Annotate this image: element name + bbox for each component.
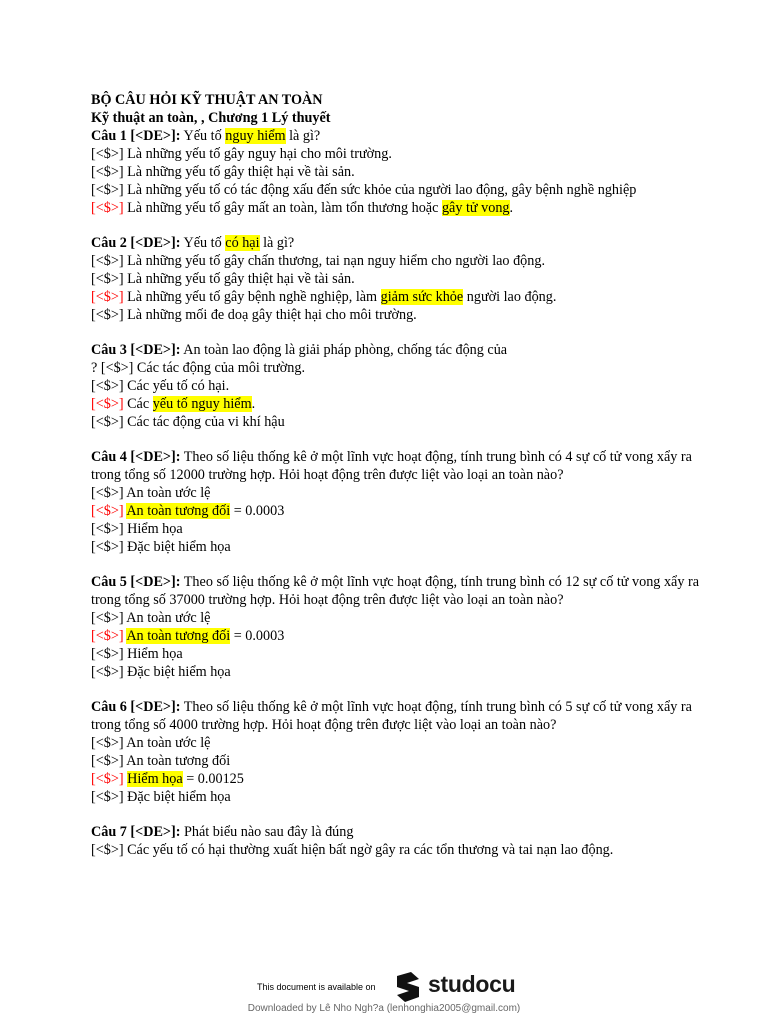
option-text: Là những yếu tố gây bệnh nghề nghiệp, làm xyxy=(123,289,381,305)
highlighted-keyword: gây tử vong xyxy=(441,200,510,216)
option-text: = 0.00125 xyxy=(182,771,244,787)
answer-option xyxy=(91,484,711,502)
question-6 xyxy=(91,698,711,806)
answer-option-correct xyxy=(91,627,711,645)
option-text: Là những yếu tố gây mất an toàn, làm tổn thương hoặc xyxy=(123,200,442,216)
document-content xyxy=(91,91,711,859)
correct-option-marker: [<$>] xyxy=(91,396,124,412)
answer-option xyxy=(91,734,711,752)
option-marker: [<$>] xyxy=(91,664,124,680)
highlighted-keyword: An toàn tương đối xyxy=(126,628,231,644)
document-subtitle: Kỹ thuật an toàn, , Chương 1 Lý thuyết xyxy=(91,110,331,126)
question-4 xyxy=(91,448,711,556)
answer-option-correct xyxy=(91,199,711,217)
answer-option xyxy=(91,752,711,770)
option-marker: [<$>] xyxy=(91,842,124,858)
option-marker: [<$>] xyxy=(91,271,124,287)
option-text: Là những yếu tố gây thiệt hại về tài sản. xyxy=(123,271,355,287)
answer-option-correct xyxy=(91,395,711,413)
answer-option-correct xyxy=(91,288,711,306)
answer-option xyxy=(91,520,711,538)
highlighted-keyword: An toàn tương đối xyxy=(126,503,231,519)
option-text: Là những yếu tố gây thiệt hại về tài sản. xyxy=(123,164,355,180)
correct-option-marker: [<$>] xyxy=(91,289,124,305)
answer-option xyxy=(91,841,711,859)
question-continuation: ? [<$>] Các tác động của môi trường. xyxy=(91,360,305,376)
question-stem xyxy=(91,573,711,609)
option-marker: [<$>] xyxy=(91,378,124,394)
question-stem xyxy=(91,234,711,252)
question-text: là gì? xyxy=(259,235,295,251)
correct-option-marker: [<$>] xyxy=(91,628,124,644)
option-text: Các tác động của vi khí hậu xyxy=(123,414,285,430)
option-text: . xyxy=(509,200,514,216)
option-marker: [<$>] xyxy=(91,753,124,769)
answer-option xyxy=(91,306,711,324)
answer-option xyxy=(91,609,711,627)
option-text: người lao động. xyxy=(463,289,557,305)
option-marker: [<$>] xyxy=(91,485,124,501)
correct-option-marker: [<$>] xyxy=(91,771,124,787)
answer-option xyxy=(91,377,711,395)
question-stem xyxy=(91,823,711,841)
option-text: . xyxy=(251,396,256,412)
question-stem xyxy=(91,127,711,145)
highlighted-keyword: Hiểm họa xyxy=(127,771,183,787)
option-text: Là những mối đe doạ gây thiệt hại cho môi trường. xyxy=(123,307,417,323)
question-stem xyxy=(91,448,711,484)
question-text: Theo số liệu thống kê ở một lĩnh vực hoạt động, tính trung bình có 4 sự cố tử vong xẩy ra trong tổng số 12000 trường hợp. Hỏi hoạt động trên được liệt vào loại an toàn nào? xyxy=(91,449,692,483)
answer-option xyxy=(91,788,711,806)
option-text: Các xyxy=(123,396,153,412)
option-marker: [<$>] xyxy=(91,307,124,323)
option-text: Là những yếu tố có tác động xấu đến sức khỏe của người lao động, gây bệnh nghề nghiệp xyxy=(123,182,637,198)
option-text: Hiểm họa xyxy=(123,521,183,537)
studocu-logo-icon[interactable] xyxy=(393,970,423,1004)
option-text: = 0.0003 xyxy=(230,503,285,519)
highlighted-keyword: giảm sức khỏe xyxy=(380,289,464,305)
answer-option xyxy=(91,270,711,288)
option-text: Là những yếu tố gây nguy hại cho môi trường. xyxy=(123,146,392,162)
studocu-footer xyxy=(0,965,768,1024)
question-label: Câu 7 [<DE>]: xyxy=(91,824,181,840)
question-label: Câu 1 [<DE>]: xyxy=(91,128,181,144)
question-3 xyxy=(91,341,711,431)
answer-option xyxy=(91,145,711,163)
question-text: Yếu tố xyxy=(180,235,226,251)
option-marker: [<$>] xyxy=(91,414,124,430)
question-text: Theo số liệu thống kê ở một lĩnh vực hoạt động, tính trung bình có 12 sự cố tử vong xẩy ra trong tổng số 37000 trường hợp. Hỏi hoạt động trên được liệt vào loại an toàn nào? xyxy=(91,574,699,608)
option-marker: [<$>] xyxy=(91,539,124,555)
studocu-brand[interactable]: studocu xyxy=(428,971,516,997)
option-marker: [<$>] xyxy=(91,253,124,269)
question-text: là gì? xyxy=(285,128,321,144)
answer-option xyxy=(91,663,711,681)
question-label: Câu 6 [<DE>]: xyxy=(91,699,181,715)
option-text: Các yếu tố có hại. xyxy=(123,378,230,394)
correct-option-marker: [<$>] xyxy=(91,503,124,519)
answer-option xyxy=(91,538,711,556)
question-text: Theo số liệu thống kê ở một lĩnh vực hoạt động, tính trung bình có 5 sự cố tử vong xẩy ra trong tổng số 4000 trường hợp. Hỏi hoạt động trên được liệt vào loại an toàn nào? xyxy=(91,699,692,733)
option-marker: [<$>] xyxy=(91,146,124,162)
highlighted-keyword: yếu tố nguy hiểm xyxy=(152,396,252,412)
question-label: Câu 3 [<DE>]: xyxy=(91,342,181,358)
highlighted-keyword: có hại xyxy=(225,235,260,251)
option-text: An toàn ước lệ xyxy=(123,735,211,751)
option-marker: [<$>] xyxy=(91,735,124,751)
option-text: Đặc biệt hiểm họa xyxy=(123,664,231,680)
option-text: Là những yếu tố gây chấn thương, tai nạn nguy hiểm cho người lao động. xyxy=(123,253,545,269)
option-marker: [<$>] xyxy=(91,182,124,198)
option-marker: [<$>] xyxy=(91,646,124,662)
question-text: An toàn lao động là giải pháp phòng, chống tác động của xyxy=(180,342,508,358)
option-marker: [<$>] xyxy=(91,164,124,180)
highlighted-keyword: nguy hiểm xyxy=(225,128,286,144)
option-text: Đặc biệt hiểm họa xyxy=(123,789,231,805)
option-marker: [<$>] xyxy=(91,521,124,537)
question-1 xyxy=(91,127,711,217)
answer-option xyxy=(91,163,711,181)
option-text: Đặc biệt hiểm họa xyxy=(123,539,231,555)
answer-option xyxy=(91,252,711,270)
correct-option-marker: [<$>] xyxy=(91,200,124,216)
option-marker: [<$>] xyxy=(91,610,124,626)
answer-option xyxy=(91,181,711,199)
downloaded-by-text: Downloaded by Lê Nho Ngh?a (lenhonghia2005@gmail.com) xyxy=(247,1003,521,1014)
question-5 xyxy=(91,573,711,681)
answer-option-correct xyxy=(91,502,711,520)
question-label: Câu 2 [<DE>]: xyxy=(91,235,181,251)
option-text: = 0.0003 xyxy=(230,628,285,644)
question-2 xyxy=(91,234,711,324)
question-stem xyxy=(91,698,711,734)
question-stem xyxy=(91,341,711,359)
document-title: BỘ CÂU HỎI KỸ THUẬT AN TOÀN xyxy=(91,92,323,108)
answer-option xyxy=(91,413,711,431)
question-label: Câu 4 [<DE>]: xyxy=(91,449,181,465)
option-text: An toàn tương đối xyxy=(123,753,231,769)
option-text: An toàn ước lệ xyxy=(123,610,211,626)
answer-option-correct xyxy=(91,770,711,788)
availability-text: This document is available on xyxy=(257,982,376,992)
option-marker: [<$>] xyxy=(91,789,124,805)
option-text: An toàn ước lệ xyxy=(123,485,211,501)
question-7 xyxy=(91,823,711,859)
question-text: Phát biểu nào sau đây là đúng xyxy=(180,824,354,840)
question-label: Câu 5 [<DE>]: xyxy=(91,574,181,590)
option-text: Các yếu tố có hại thường xuất hiện bất ngờ gây ra các tổn thương và tai nạn lao động. xyxy=(123,842,614,858)
answer-option xyxy=(91,645,711,663)
option-text: Hiểm họa xyxy=(123,646,183,662)
question-text: Yếu tố xyxy=(180,128,226,144)
